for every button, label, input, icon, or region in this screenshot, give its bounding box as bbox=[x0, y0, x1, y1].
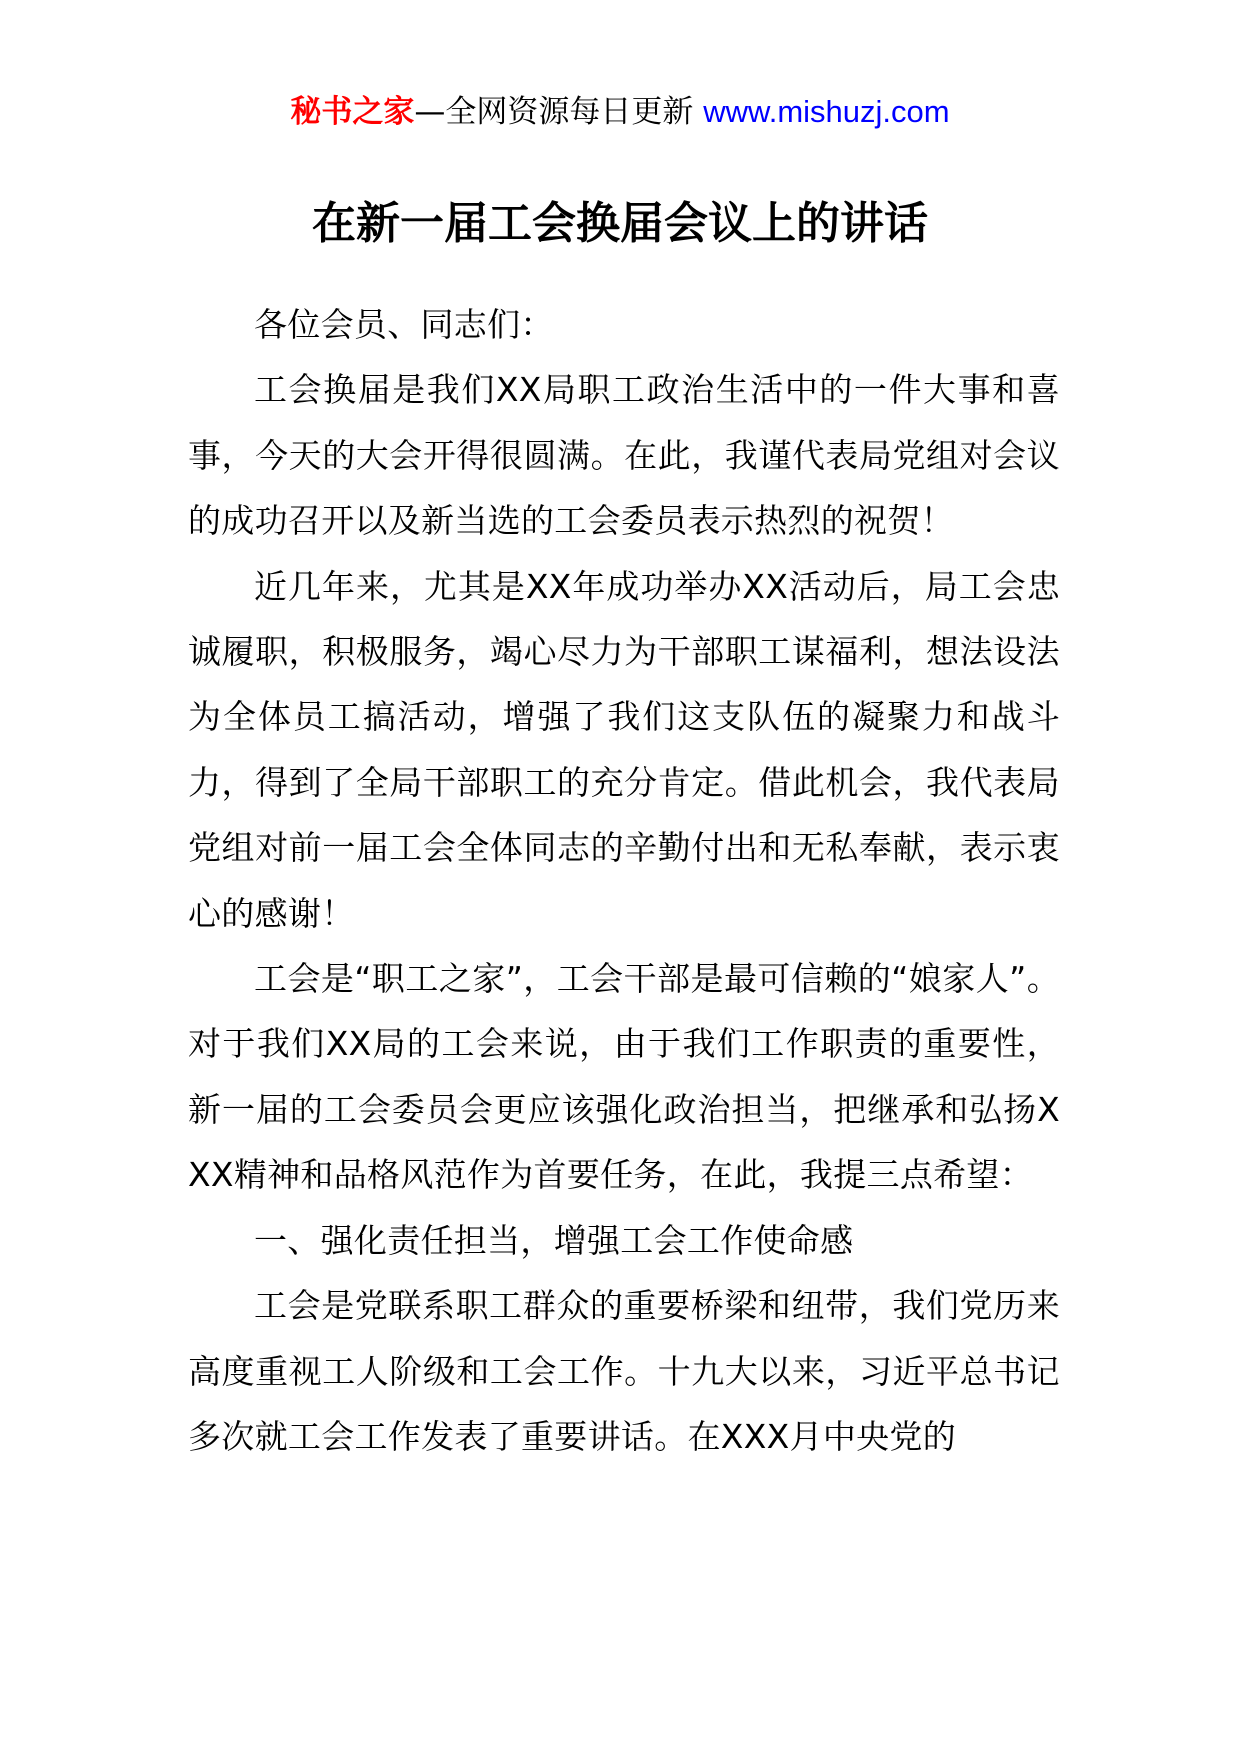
site-url-link[interactable]: www.mishuzj.com bbox=[703, 94, 950, 129]
site-header bbox=[0, 92, 1240, 132]
paragraph: 工会是党联系职工群众的重要桥梁和纽带，我们党历来高度重视工人阶级和工会工作。十九大以来，习近平总书记多次就工会工作发表了重要讲话。在XXX月中央党的 bbox=[188, 1286, 1060, 1456]
paragraph: 近几年来，尤其是XX年成功举办XX活动后，局工会忠诚履职，积极服务，竭心尽力为干部职工谋福利，想法设法为全体员工搞活动，增强了我们这支队伍的凝聚力和战斗力，得到了全局干部职工的充分肯定。借此机会，我代表局党组对前一届工会全体同志的辛勤付出和无私奉献，表示衷心的感谢！ bbox=[188, 566, 1060, 933]
paragraph: 工会换届是我们XX局职工政治生活中的一件大事和喜事，今天的大会开得很圆满。在此，我谨代表局党组对会议的成功召开以及新当选的工会委员表示热烈的祝贺！ bbox=[188, 370, 1060, 541]
salutation: 各位会员、同志们： bbox=[254, 305, 554, 344]
section-heading: 一、强化责任担当，增强工会工作使命感 bbox=[254, 1220, 854, 1260]
paragraph: 工会是“职工之家”，工会干部是最可信赖的“娘家人”。对于我们XX局的工会来说，由于我们工作职责的重要性，新一届的工会委员会更应该强化政治担当，把继承和弘扬XXX精神和品格风范作为首要任务，在此，我提三点希望： bbox=[188, 959, 1060, 1195]
site-brand: 秘书之家 bbox=[290, 94, 415, 130]
document-body bbox=[188, 292, 1060, 1469]
site-tagline: —全网资源每日更新 bbox=[414, 94, 694, 130]
document-title: 在新一届工会换届会议上的讲话 bbox=[312, 198, 928, 249]
